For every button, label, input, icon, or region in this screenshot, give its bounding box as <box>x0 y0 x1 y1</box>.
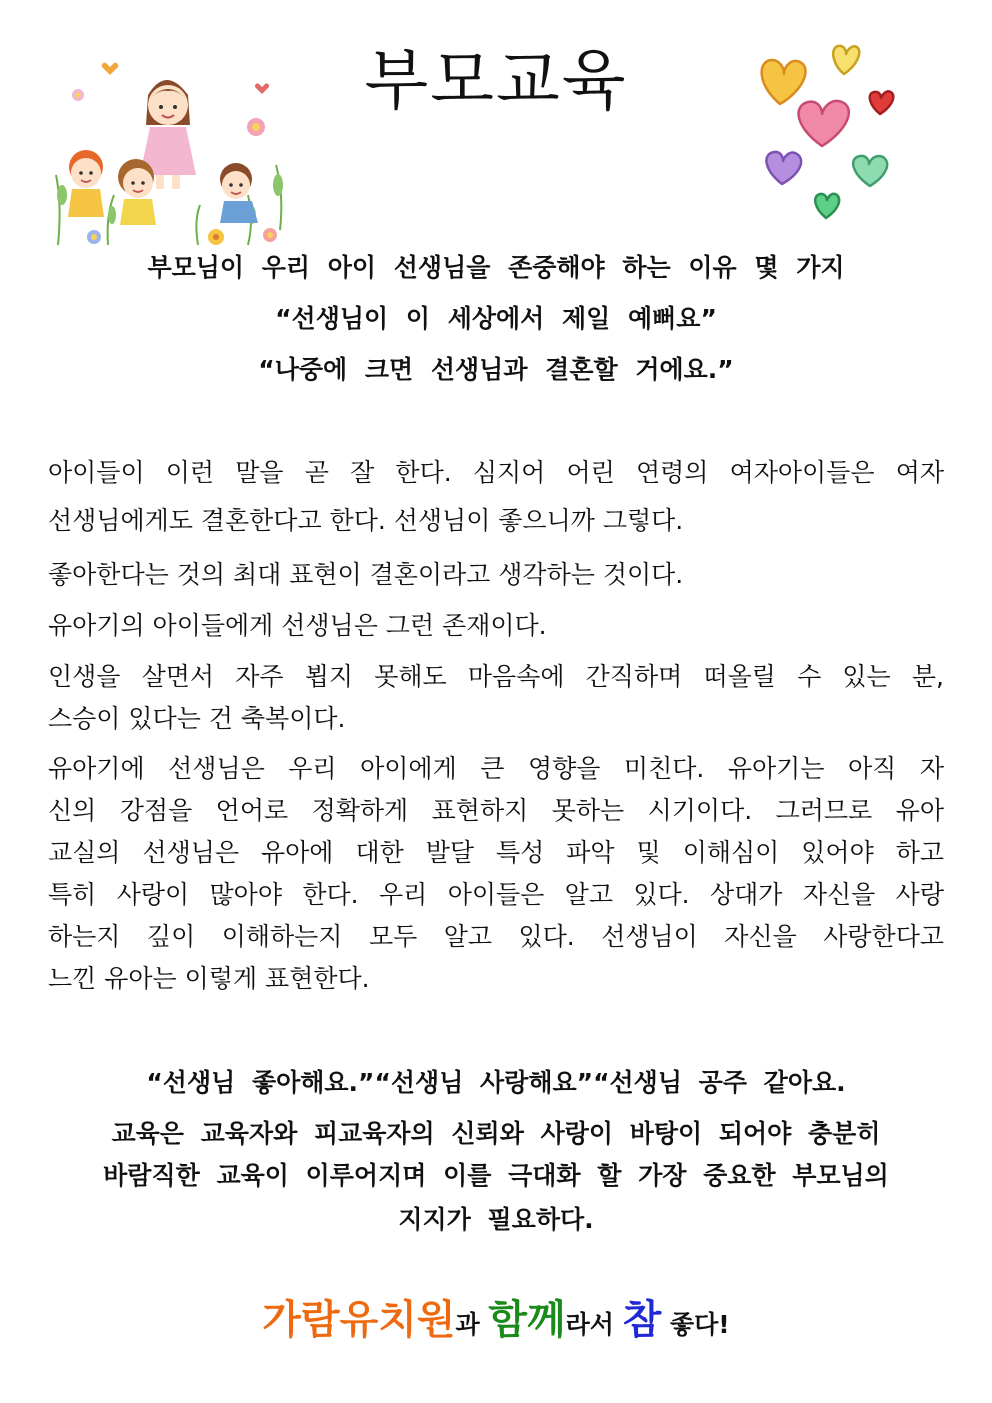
kindergarten-name: 가람유치원 <box>262 1297 456 1343</box>
body-paragraph-3 <box>48 613 944 638</box>
slogan-truly: 참 <box>622 1297 662 1343</box>
body-paragraph-2 <box>48 562 944 587</box>
children-flowers-illustration <box>48 55 293 250</box>
text-line: 스승이 있다는 건 축복이다. <box>48 704 346 733</box>
closing-line: 지지가 필요하다. <box>398 1205 594 1234</box>
text-line: 교실의 선생님은 유아에 대한 발달 특성 파악 및 이해심이 있어야 하고 <box>48 838 944 867</box>
text-line: 아이들이 이런 말을 곧 잘 한다. 심지어 어린 연령의 여자아이들은 여자 <box>48 458 944 487</box>
page-title: 부모교육 <box>364 42 628 119</box>
body-paragraph-1 <box>48 460 944 533</box>
subtitle-quote: “나중에 크면 선생님과 결혼할 거에요.” <box>258 355 734 384</box>
heart-icon <box>766 152 801 184</box>
heart-icon <box>815 194 839 218</box>
text-line: 유아기에 선생님은 우리 아이에게 큰 영향을 미친다. 유아기는 아직 자 <box>48 754 944 783</box>
slogan-text: 과 <box>455 1310 489 1339</box>
subtitle-quote: “선생님이 이 세상에서 제일 예뻐요” <box>275 304 717 333</box>
slogan-text: 라서 <box>565 1310 623 1339</box>
body-paragraph-4 <box>48 664 944 731</box>
subtitle-line: 부모님이 우리 아이 선생님을 존중해야 하는 이유 몇 가지 <box>147 253 845 282</box>
closing-line: 바람직한 교육이 이루어지며 이를 극대화 할 가장 중요한 부모님의 <box>103 1161 889 1190</box>
body-paragraph-5 <box>48 756 944 991</box>
text-line: 느낀 유아는 이렇게 표현한다. <box>48 964 370 993</box>
text-line: 특히 사랑이 많아야 한다. 우리 아이들은 알고 있다. 상대가 자신을 사랑 <box>48 880 944 909</box>
text-line: 인생을 살면서 자주 뵙지 못해도 마음속에 간직하며 떠올릴 수 있는 분, <box>48 662 944 691</box>
heart-icon <box>833 46 859 74</box>
heart-icon <box>853 156 887 186</box>
slogan <box>0 1297 992 1343</box>
colorful-hearts-illustration <box>752 36 900 228</box>
heart-icon <box>799 101 849 146</box>
heart-icon <box>870 91 894 114</box>
closing-line: 교육은 교육자와 피교육자의 신뢰와 사랑이 바탕이 되어야 충분히 <box>111 1119 881 1148</box>
slogan-together: 함께 <box>488 1297 566 1343</box>
text-line: 선생님에게도 결혼한다고 한다. 선생님이 좋으니까 그렇다. <box>48 506 684 535</box>
slogan-text: 좋다! <box>661 1310 730 1339</box>
text-line: 하는지 깊이 이해하는지 모두 알고 있다. 선생님이 자신을 사랑한다고 <box>48 922 944 951</box>
text-line: 유아기의 아이들에게 선생님은 그런 존재이다. <box>48 611 547 640</box>
closing-quotes: “선생님 좋아해요.”“선생님 사랑해요”“선생님 공주 같아요. <box>146 1068 846 1097</box>
text-line: 신의 강점을 언어로 정확하게 표현하지 못하는 시기이다. 그러므로 유아 <box>48 796 944 825</box>
text-line: 좋아한다는 것의 최대 표현이 결혼이라고 생각하는 것이다. <box>48 560 684 589</box>
heart-icon <box>762 60 806 104</box>
